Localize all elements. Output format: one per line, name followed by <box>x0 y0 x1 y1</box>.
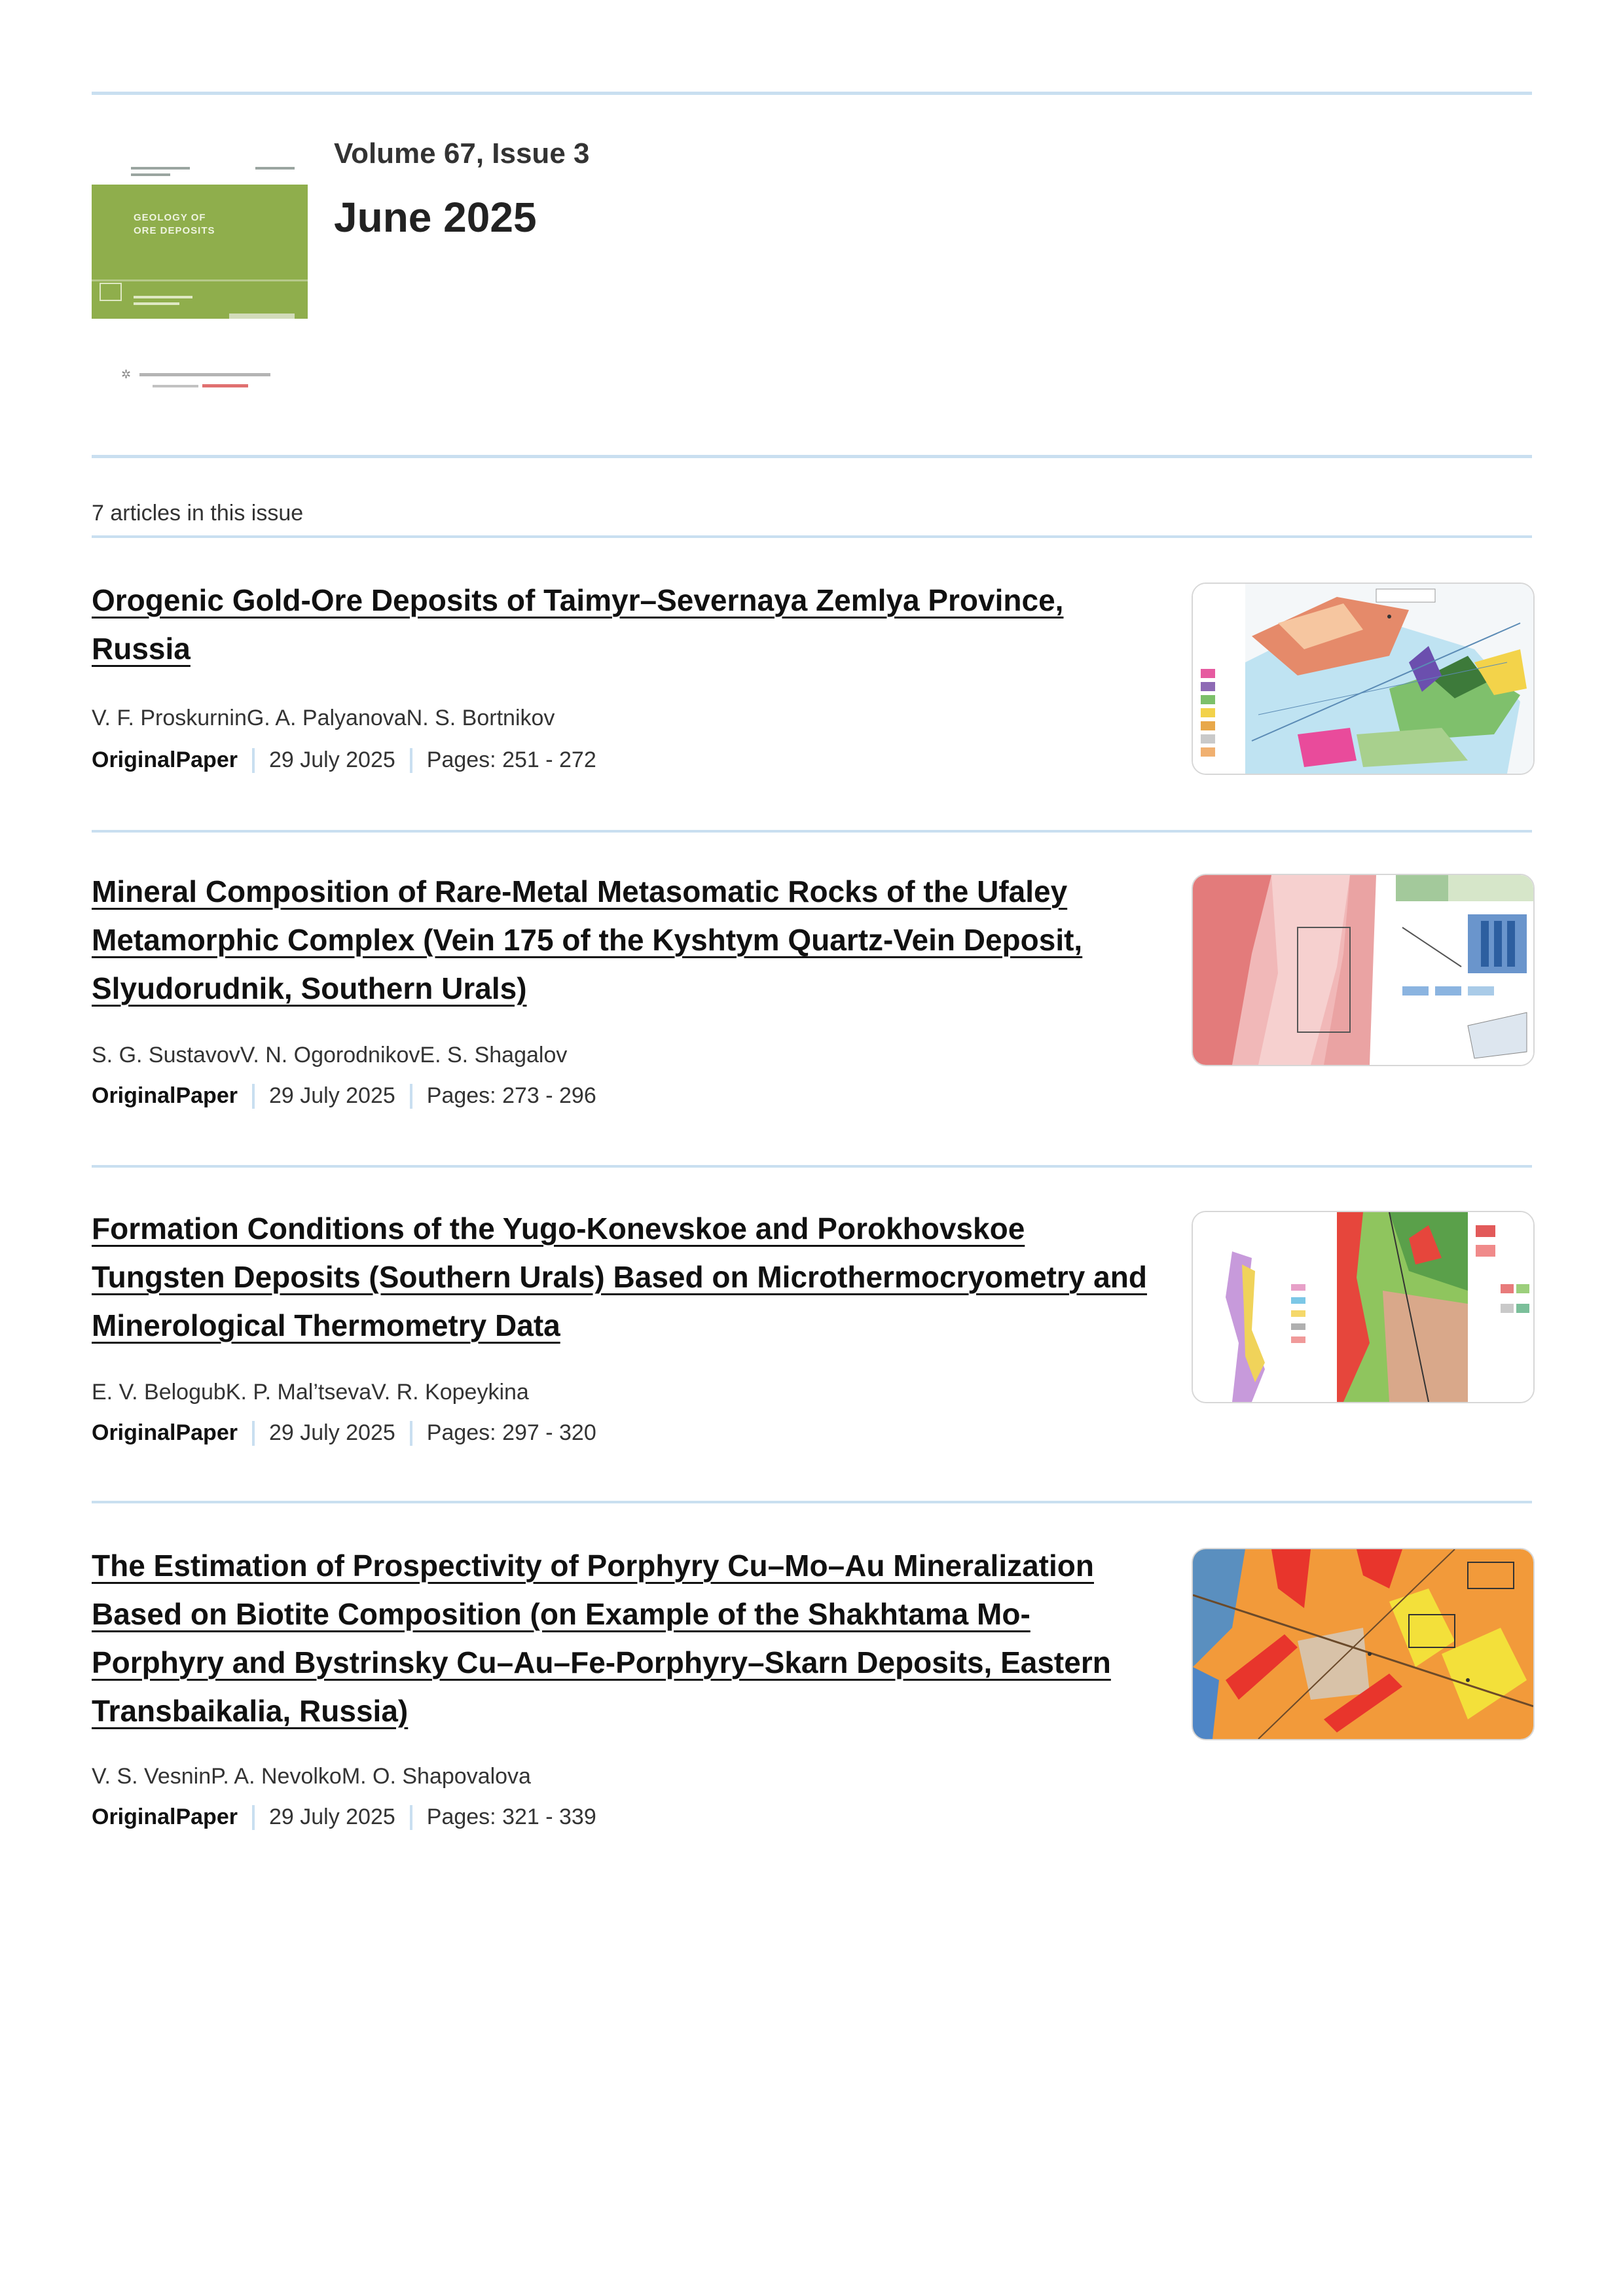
cover-title-line2: ORE DEPOSITS <box>134 225 215 236</box>
article-divider <box>92 830 1532 833</box>
article-date: 29 July 2025 <box>268 1804 395 1829</box>
meta-separator <box>252 1421 255 1446</box>
meta-separator <box>252 748 255 773</box>
article-divider <box>92 1501 1532 1503</box>
article-title-link[interactable]: The Estimation of Prospectivity of Porphyry Cu–Mo–Au Mineralization Based on Biotite Composition (on Example of the Shakhtama Mo-Porphyry and Bystrinsky Cu–Au–Fe-Porphyry–Skarn Deposits, Eastern Transbaikalia, Russia) <box>92 1549 1111 1728</box>
article-thumbnail[interactable] <box>1192 583 1535 775</box>
geological-map-image <box>1193 1212 1533 1402</box>
article-title-link[interactable]: Orogenic Gold-Ore Deposits of Taimyr–Severnaya Zemlya Province, Russia <box>92 583 1064 666</box>
publisher-logo: ✲ <box>121 368 278 394</box>
article-pages: Pages: 273 - 296 <box>426 1083 596 1108</box>
article-authors: E. V. BelogubK. P. Mal’tsevaV. R. Kopeykina <box>92 1380 529 1405</box>
geological-map-image <box>1193 584 1533 774</box>
meta-separator <box>410 1805 412 1830</box>
volume-issue: Volume 67, Issue 3 <box>334 137 590 170</box>
meta-separator <box>252 1805 255 1830</box>
article-meta <box>92 1420 596 1446</box>
article-date: 29 July 2025 <box>268 1083 395 1108</box>
meta-separator <box>410 1421 412 1446</box>
geological-map-image <box>1193 1549 1533 1739</box>
cover-title-line1: GEOLOGY OF <box>134 212 206 223</box>
article-authors: V. F. ProskurninG. A. PalyanovaN. S. Bortnikov <box>92 706 555 730</box>
article-authors: S. G. SustavovV. N. OgorodnikovE. S. Shagalov <box>92 1043 568 1067</box>
article-title-link[interactable]: Formation Conditions of the Yugo-Konevskoe and Porokhovskoe Tungsten Deposits (Southern Urals) Based on Microthermocryometry and Minerological Thermometry Data <box>92 1211 1147 1342</box>
article-pages: Pages: 321 - 339 <box>426 1804 596 1829</box>
article-date: 29 July 2025 <box>268 747 395 772</box>
issue-date: June 2025 <box>334 194 537 241</box>
journal-cover[interactable] <box>92 137 308 412</box>
article-meta <box>92 747 596 773</box>
list-divider <box>92 535 1532 538</box>
article-pages: Pages: 251 - 272 <box>426 747 596 772</box>
meta-separator <box>252 1084 255 1109</box>
article-meta <box>92 1804 596 1830</box>
article-date: 29 July 2025 <box>268 1420 395 1445</box>
article-pages: Pages: 297 - 320 <box>426 1420 596 1445</box>
cover-green-panel <box>92 185 308 319</box>
article-type: OriginalPaper <box>92 1804 238 1829</box>
geological-map-image <box>1193 875 1533 1065</box>
article-type: OriginalPaper <box>92 1420 238 1445</box>
article-title-link[interactable]: Mineral Composition of Rare-Metal Metasomatic Rocks of the Ufaley Metamorphic Complex (Vein 175 of the Kyshtym Quartz-Vein Deposit, Slyudorudnik, Southern Urals) <box>92 874 1083 1005</box>
article-type: OriginalPaper <box>92 747 238 772</box>
article-thumbnail[interactable] <box>1192 1211 1535 1403</box>
article-divider <box>92 1165 1532 1168</box>
top-divider <box>92 92 1532 95</box>
article-count: 7 articles in this issue <box>92 501 304 526</box>
article-thumbnail[interactable] <box>1192 874 1535 1066</box>
article-thumbnail[interactable] <box>1192 1548 1535 1740</box>
meta-separator <box>410 748 412 773</box>
meta-separator <box>410 1084 412 1109</box>
article-authors: V. S. VesninP. A. NevolkoM. O. Shapovalova <box>92 1764 531 1789</box>
article-type: OriginalPaper <box>92 1083 238 1108</box>
article-meta <box>92 1083 596 1109</box>
header-divider <box>92 455 1532 458</box>
